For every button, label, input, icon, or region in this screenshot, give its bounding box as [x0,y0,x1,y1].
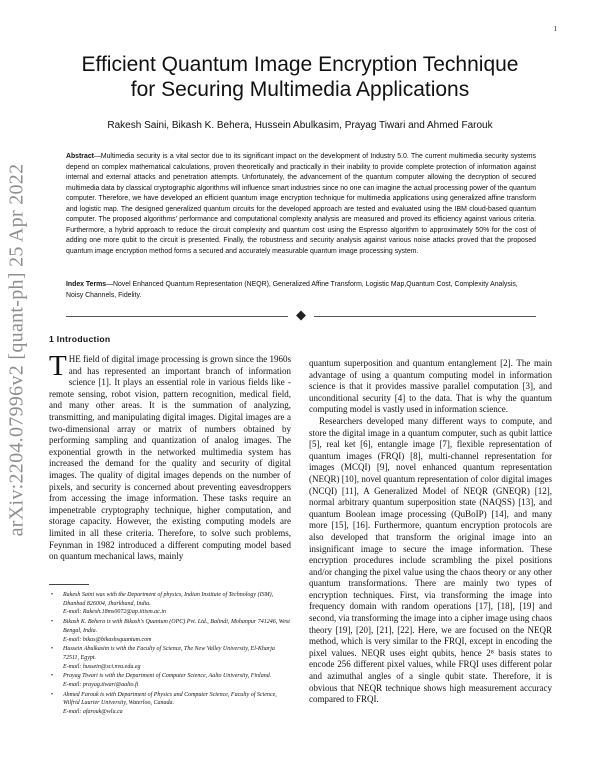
index-terms-text: —Novel Enhanced Quantum Representation (NEQR), Generalized Affine Transform, Logistic Map,Quantum Cost, Complexity Analysis, Noisy Channels, Fidelity. [66,281,518,299]
divider-line-left [66,316,288,317]
footnote-email: E-mail: Rakesh.18ms0072@ap.iitism.ac.in [63,609,167,616]
footnote-email: E-mail: bikas@bikashsquantum.com [63,636,152,643]
paper-title [40,52,560,102]
footnote-affiliation: • Prayag Tiwari is with the Department of Computer Science, Aalto University, Finland. [63,673,272,680]
drop-cap: T [49,350,67,382]
author-affiliation-footnotes [49,591,291,718]
footnote-item [49,691,291,717]
intro-paragraph-3: Researchers developed many different ways to compute, and store the digital image in a quantum computer, such as qubit lattice [5], real ket [6], entangle image [7], flexible representation of quantum images (FRQI) [8], multi-channel representation for images (MCQI) [9], novel enhanced quantum representation (NEQR) [10], novel quantum representation of color digital images (NCQI) [11], A Generalized Model of NEQR (GNEQR) [12], normal arbitrary quantum superposition state (NAQSS) [13], and quantum Boolean image processing (QuBoIP) [14], and many more [15], [16]. Furthermore, quantum encryption protocols are also developed that transform the original image into an insignificant image to secure the image information. These encryption procedures include scrambling the pixel positions and/or changing the pixel value using the chaos theory or any other quantum transformations. There are mainly two types of encryption techniques. First, via transforming the image into frequency domain with random operations [17], [18], [19] and second, via transforming the image into a cipher image using chaos theory [19], [20], [21], [22]. Here, we are focused on the NEQR method, which is very similar to the FRQI, except in encoding the pixel values. NEQR uses eight qubits, hence 2⁸ basis states to encode 256 different pixel values, while FRQI uses different polar and azimuthal angles of a single qubit state. Therefore, it is obvious that NEQR technique shows high measurement accuracy compared to FRQI. [309,415,552,705]
footnote-affiliation: • Bikash K. Behera is with Bikash's Quantum (OPC) Pvt. Ltd., Balindi, Mohanpur 741246, West Bengal, India. [63,619,290,634]
abstract-label: Abstract [66,153,94,160]
footnote-item [49,672,291,689]
footnote-email: E-mail: prayag.tiwari@aalto.fi [63,682,139,689]
arxiv-stamp [4,40,30,660]
title-line-2: for Securing Multimedia Applications [130,78,470,101]
intro-paragraph-2: quantum superposition and quantum entanglement [2]. The main advantage of using a quantum computing model in information science is that it provides massive parallel computation [3], and unconditional security [4] to the data. That is why the quantum computing model is vastly used in information science. [309,358,552,415]
footnote-email: E-mail: hussein@sci.nvu.edu.eg [63,663,141,670]
left-column [49,334,291,563]
right-column [309,358,552,706]
page-number: 1 [553,25,557,33]
intro-paragraph-1 [49,350,291,563]
index-terms [66,280,536,301]
section-heading: 1 Introduction [49,334,111,344]
footnote-item [49,645,291,671]
abstract [66,152,536,257]
intro-paragraph-1-text: HE field of digital image processing is grown since the 1960s and has represented an important branch of information science [1]. It plays an essential role in various fields like - remote sensing, robot vision, pattern recognition, medical field, and many other areas. It is the summation of analyzing, transmitting, and manipulating digital images. Digital images are a two-dimensional array or matrix of numbers obtained by performing sampling and quantization of analog images. The exponential growth in the networked multimedia system has increased the demand for the quality and security of digital images. The quality of digital images depends on the number of pixels, and security is concerned about preventing eavesdroppers from accessing the image information. These tasks require an impenetrable cryptography technique, higher computation, and storage capacity. However, the existing computing models are limited in all these criteria. Therefore, to solve such problems, Feynman in 1982 introduced a different computing model based on quantum mechanical laws, mainly [49,354,291,562]
footnote-affiliation: • Hussein Abulkasim is with the Faculty of Science, The New Valley University, El-Kharja 72511, Egypt. [63,646,275,661]
author-list: Rakesh Saini, Bikash K. Behera, Hussein Abulkasim, Prayag Tiwari and Ahmed Farouk [107,120,493,131]
arxiv-stamp-text: arXiv:2204.07996v2 [quant-ph] 25 Apr 2022 [5,163,28,537]
abstract-text: —Multimedia security is a vital sector due to its significant impact on the development of Industry 5.0. The current multimedia security systems depend on complex mathematical calculations, proven theoretically and practically in their inability to provide complete protection of information against internal and external attacks and penetration attempts. Unfortunately, the advancement of the quantum computer allowing the decryption of secured multimedia data by classical cryptographic algorithms will influence smart industries since no one can imagine the actual processing power of the quantum computer. Therefore, we have developed an efficient quantum image encryption technique for multimedia applications using generalized affine transform and logistic map. The designed generalized quantum circuits for the developed approach are tested and evaluated using the IBM cloud-based quantum computer. The proposed algorithms' performance and computational complexity analysis are measured and proved its efficiency against various criteria. Furthermore, a hybrid approach to reduce the circuit complexity and quantum cost using the Espresso algorithm to approximately 50% for the cost of adding one more qubit to the circuit is presented. Finally, the robustness and security analysis against various noise attacks proved that the proposed quantum image encryption method forms a secured and accurately measurable quantum image processing system. [66,153,536,255]
footnote-item [49,591,291,617]
section-divider [66,311,536,321]
footnote-item [49,618,291,644]
footnote-rule [49,584,89,585]
index-terms-label: Index Terms [66,281,107,288]
footnote-affiliation: • Ahmed Farouk is with Department of Physics and Computer Science, Faculty of Science, Wilfrid Laurier University, Waterloo, Canada. [63,691,277,707]
footnote-affiliation: • Rakesh Saini was with the Department of physics, Indian Institute of Technology (ISM), Dhanbad 826004, Jharkhand, India. [63,592,274,607]
footnote-email: E-mail: afarouk@wlu.ca [63,709,123,716]
title-line-1: Efficient Quantum Image Encryption Technique [81,53,519,76]
divider-line-right [314,316,536,317]
diamond-ornament-icon [296,311,306,321]
